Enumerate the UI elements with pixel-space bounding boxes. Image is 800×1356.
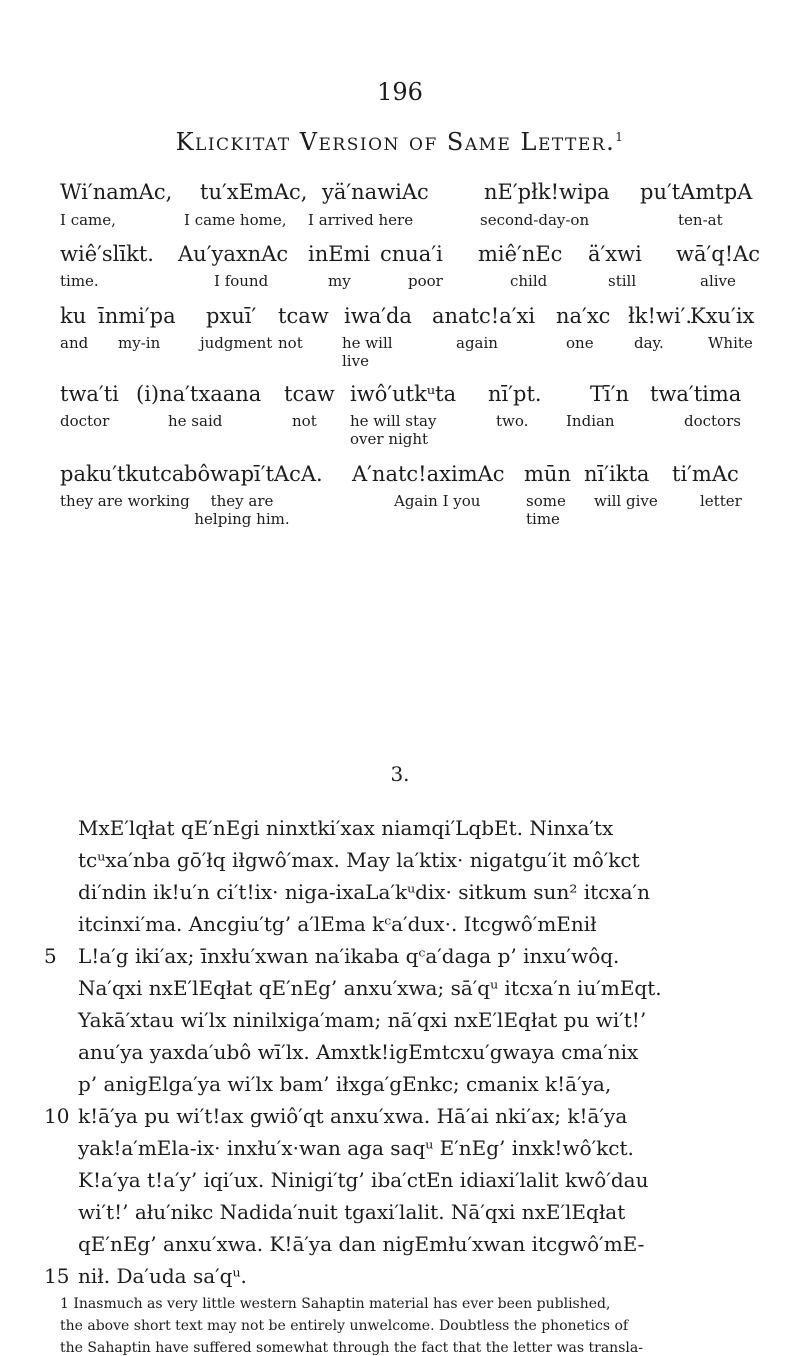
gloss-word: again [456,334,498,352]
gloss-word: White [708,334,753,352]
interlinear-words-5 [60,462,750,488]
footnote-line [60,1296,610,1312]
footnote-line: the Sahaptin have suffered somewhat through the fact that the letter was transla- [60,1340,643,1356]
native-word: Kxu′ix [690,304,755,328]
text-line: K!a′ya t!a′y’ iqi′ux. Ninigi′tg’ iba′ctEn idiaxi′lalit kwô′dau [78,1168,649,1192]
gloss-word: my [328,272,351,290]
text-line: wi′t!’ ału′nikc Nadida′nuit tgaxi′lalit. Nā′qxi nxE′lEqłat [78,1200,626,1224]
native-word: nī′ikta [584,462,650,486]
interlinear-gloss-1 [60,211,750,237]
gloss-word: time. [60,272,99,290]
gloss-word: doctor [60,412,110,430]
gloss-word: and [60,334,89,352]
native-word: twa′ti [60,382,119,406]
native-word: twa′tima [650,382,742,406]
gloss-word: two. [496,412,529,430]
native-word: Au′yaxnAc [178,242,289,266]
gloss-word: judgment [200,334,273,352]
native-word: īnmi′pa [98,304,176,328]
footnote-line: the above short text may not be entirely unwelcome. Doubtless the phonetics of [60,1318,629,1334]
native-word: mūn [524,462,571,486]
native-word: nī′pt. [488,382,542,406]
gloss-word: not [292,412,317,430]
gloss-word: not [278,334,303,352]
line-number: 15 [44,1264,70,1288]
gloss-word: second-day-on [480,211,590,229]
footnote-text: Inasmuch as very little western Sahaptin material has ever been published, [73,1296,611,1312]
gloss-word: child [510,272,548,290]
native-word: tu′xEmAc, [200,180,308,204]
gloss-word: I came, [60,211,116,229]
gloss-word: still [608,272,637,290]
gloss-word: I found [214,272,269,290]
gloss-word: I arrived here [308,211,414,229]
interlinear-gloss-5 [60,492,750,532]
interlinear-words-3 [60,304,755,330]
native-word: tcaw [278,304,329,328]
text-line: Na′qxi nxE′lEqłat qE′nEg’ anxu′xwa; sā′qᵘ itcxa′n iu′mEqt. [78,976,662,1000]
native-word: pu′tAmtpA [640,180,753,204]
text-line: L!a′g iki′ax; īnxłu′xwan na′ikaba qᶜa′daga p’ inxu′wôq. [78,944,620,968]
text-line: p’ anigElga′ya wi′lx bam’ iłxga′gEnkc; cmanix k!ā′ya, [78,1072,612,1096]
native-word: nE′płk!wipa [484,180,610,204]
page-title [0,128,800,156]
text-line: tcᵘxa′nba gō′łq iłgwô′max. May la′ktix· nigatgu′it mô′kct [78,848,640,872]
gloss-word: Indian [566,412,615,430]
gloss-word: Again I you [394,492,481,510]
native-word: pxuī′ [206,304,257,328]
line-number: 5 [44,944,57,968]
interlinear-words-4 [60,382,750,408]
text-line: MxE′lqłat qE′nEgi ninxtki′xax niamqi′LqbEt. Ninxa′tx [78,816,614,840]
interlinear-gloss-4 [60,412,750,452]
gloss-word: letter [700,492,742,510]
gloss-word: alive [700,272,736,290]
gloss-word: they are helping him. [194,492,290,528]
gloss-word: poor [408,272,443,290]
line-number: 10 [44,1104,70,1128]
gloss-word: one [566,334,594,352]
section-number: 3. [390,762,410,786]
gloss-word: some time [526,492,566,528]
native-word: ku [60,304,87,328]
native-word: Tī′n [590,382,630,406]
text-line: di′ndin ik!u′n ci′t!ix· niga-ixaLa′kᵘdix· sitkum sun² itcxa′n [78,880,650,904]
native-word: paku′tkutca [60,462,185,486]
native-word: łk!wi′. [628,304,693,328]
native-word: (i)na′txaana [136,382,262,406]
native-word: A′natc!aximAc [352,462,505,486]
native-word: iwa′da [344,304,412,328]
native-word: bôwapī′tAcA. [184,462,323,486]
native-word: anatc!a′xi [432,304,536,328]
text-line: qE′nEg’ anxu′xwa. K!ā′ya dan nigEmłu′xwan itcgwô′mE- [78,1232,645,1256]
gloss-word: he said [168,412,223,430]
native-word: wiê′slīkt. [60,242,154,266]
gloss-word: ten-at [678,211,723,229]
interlinear-gloss-3 [60,334,753,374]
gloss-word: he will live [342,334,393,370]
native-word: cnua′i [380,242,443,266]
text-line: Yakā′xtau wi′lx ninilxiga′mam; nā′qxi nxE′lEqłat pu wi′t!’ [78,1008,647,1032]
native-word: yä′nawiAc [322,180,429,204]
gloss-word: he will stay over night [350,412,437,448]
page-number: 196 [377,78,423,106]
native-word: tcaw [284,382,335,406]
native-word: Wi′namAc, [60,180,173,204]
gloss-word: they are working [60,492,190,510]
footnote-marker: 1 [60,1296,69,1312]
interlinear-words-1 [60,180,753,206]
native-word: inEmi [308,242,371,266]
native-word: miê′nEc [478,242,563,266]
gloss-word: will give [594,492,658,510]
gloss-word: doctors [684,412,741,430]
text-line: anu′ya yaxda′ubô wī′lx. Amxtk!igEmtcxu′gwaya cma′nix [78,1040,639,1064]
gloss-word: day. [634,334,664,352]
text-line: itcinxi′ma. Ancgiu′tg’ a′lEma kᶜa′dux·. Itcgwô′mEnił [78,912,597,936]
text-line: k!ā′ya pu wi′t!ax gwiô′qt anxu′xwa. Hā′ai nki′ax; k!ā′ya [78,1104,628,1128]
gloss-word: my-in [118,334,161,352]
interlinear-words-2 [60,242,761,268]
native-word: iwô′utkᵘta [350,382,457,406]
native-word: na′xc [556,304,611,328]
native-word: ti′mAc [672,462,739,486]
gloss-word: I came home, [184,211,287,229]
text-line: nił. Da′uda sa′qᵘ. [78,1264,247,1288]
native-word: ä′xwi [588,242,642,266]
text-line: yak!a′mEla-ix· inxłu′x·wan aga saqᵘ E′nEg’ inxk!wô′kct. [78,1136,634,1160]
interlinear-gloss-2 [60,272,750,298]
native-word: wā′q!Ac [676,242,761,266]
title-text: Klickitat Version of Same Letter. [175,128,616,156]
title-footnote-ref: 1 [615,130,625,144]
